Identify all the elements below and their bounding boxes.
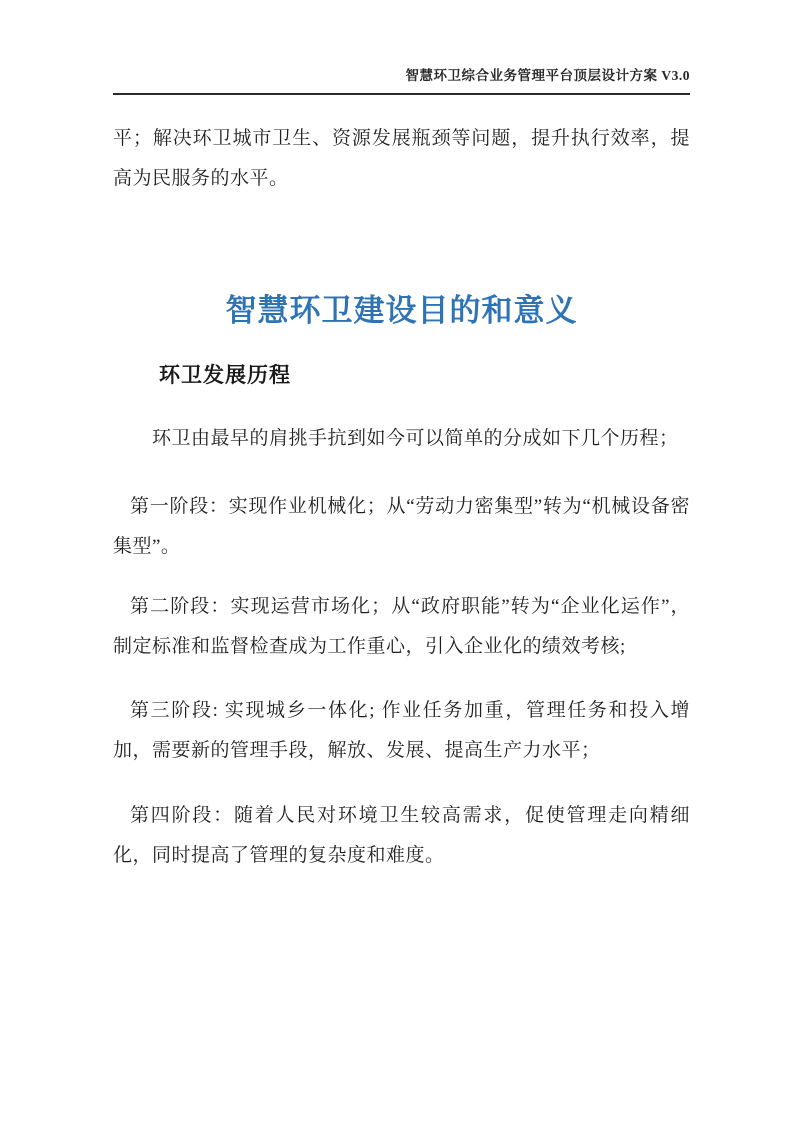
- carryover-paragraph: 平；解决环卫城市卫生、资源发展瓶颈等问题，提升执行效率，提高为民服务的水平。: [113, 128, 690, 189]
- stage-paragraph-2: 第二阶段：实现运营市场化；从“政府职能”转为“企业化运作”，制定标准和监督检查成为工作重心，引入企业化的绩效考核;: [113, 596, 690, 657]
- section-heading: 环卫发展历程: [159, 363, 291, 388]
- header-divider: [113, 93, 690, 95]
- page-header-title: 智慧环卫综合业务管理平台顶层设计方案 V3.0: [405, 68, 690, 83]
- lead-paragraph: 环卫由最早的肩挑手抗到如今可以简单的分成如下几个历程；: [152, 428, 679, 449]
- chapter-title: 智慧环卫建设目的和意义: [225, 292, 578, 328]
- stage-paragraph-1: 第一阶段：实现作业机械化；从“劳动力密集型”转为“机械设备密集型”。: [113, 496, 690, 557]
- stage-paragraph-3: 第三阶段: 实现城乡一体化; 作业任务加重，管理任务和投入增加，需要新的管理手段，解放、发展、提高生产力水平；: [113, 700, 690, 761]
- stage-paragraph-4: 第四阶段：随着人民对环境卫生较高需求，促使管理走向精细化，同时提高了管理的复杂度和难度。: [113, 805, 690, 866]
